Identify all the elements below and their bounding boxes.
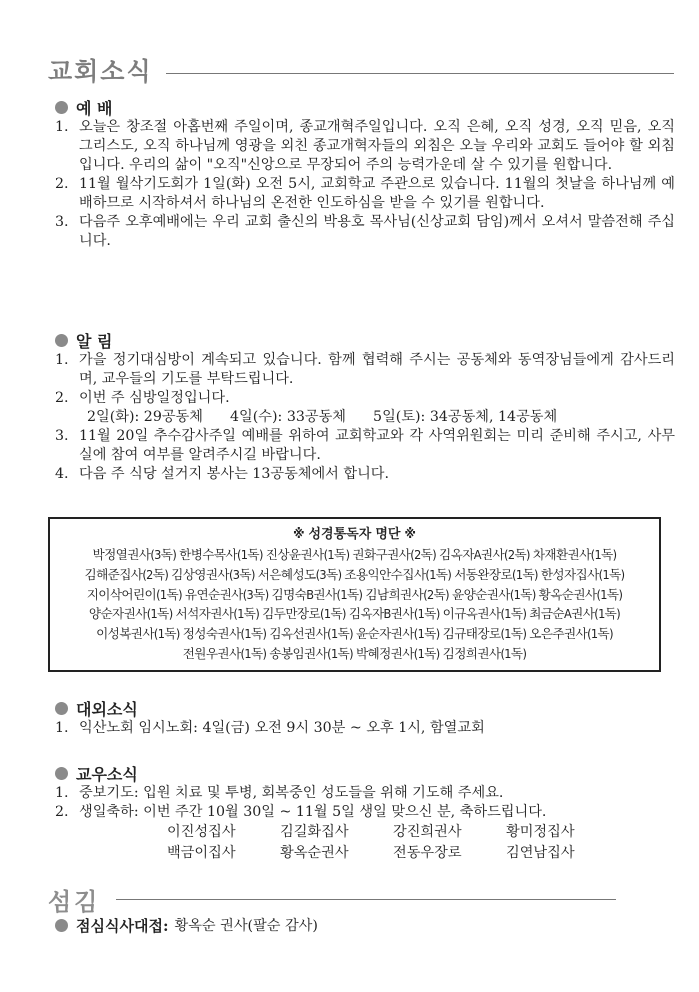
names-row xyxy=(55,843,675,864)
bible-readers-box xyxy=(48,517,661,672)
item-number: 1. xyxy=(55,720,69,736)
item-number: 3. xyxy=(55,428,69,444)
bible-readers-title: ※ 성경통독자 명단 ※ xyxy=(293,527,416,542)
service-label: 점심식사대접: xyxy=(76,916,169,935)
bullet-icon xyxy=(55,767,68,780)
readers-line: 박정열권사(3독) 한병수목사(1독) 진상윤권사(1독) 권화구권사(2독) 김옥자A권사(2독) 차재환권사(1독) xyxy=(92,547,617,562)
item-number: 2. xyxy=(55,804,69,820)
item-text: 중보기도: 입원 치료 및 투병, 회복중인 성도들을 위해 기도해 주세요. xyxy=(79,785,504,801)
members-heading xyxy=(55,762,675,784)
readers-line: 지이삭어린이(1독) 유연순권사(3독) 김명숙B권사(1독) 김남희권사(2독) 윤양순권사(1독) 황옥순권사(1독) xyxy=(86,586,623,602)
member-name: 황옥순권사 xyxy=(280,845,349,861)
list-item xyxy=(55,213,675,251)
list-item xyxy=(55,465,675,484)
bullet-icon xyxy=(55,334,68,347)
list-item xyxy=(55,351,675,389)
item-number: 1. xyxy=(55,352,69,368)
footer-rule xyxy=(116,899,616,900)
external-list xyxy=(55,719,675,738)
bullet-icon xyxy=(55,702,68,715)
list-item xyxy=(55,175,675,213)
list-item xyxy=(55,389,675,408)
member-name: 강진희권사 xyxy=(393,824,462,840)
readers-line: 이성복권사(1독) 정성숙권사(1독) 김옥선권사(1독) 윤순자권사(1독) 김규태장로(1독) 오은주권사(1독) xyxy=(96,626,613,642)
item-text: 11월 20일 추수감사주일 예배를 위하여 교회학교와 각 사역위원회는 미리 준비해 주시고, 사무실에 참여 여부를 알려주시길 바랍니다. xyxy=(79,428,675,463)
member-name: 백금이집사 xyxy=(167,845,236,861)
footer-title: 섬김 xyxy=(48,887,101,916)
list-item xyxy=(55,803,675,822)
external-heading-text: 대외소식 xyxy=(76,699,138,719)
page-title: 교회소식 xyxy=(48,57,153,86)
item-number: 4. xyxy=(55,466,69,482)
readers-line: 김해준집사(2독) 김상영권사(3독) 서은혜성도(3독) 조용익안수집사(1독) 서동완장로(1독) 한성자집사(1독) xyxy=(84,566,625,582)
worship-section xyxy=(55,96,675,251)
notice-heading-text: 알 림 xyxy=(76,331,113,351)
worship-list xyxy=(55,118,675,251)
members-section xyxy=(55,762,675,864)
readers-line: 전원우권사(1독) 송봉임권사(1독) 박혜정권사(1독) 김정희권사(1독) xyxy=(182,645,527,661)
external-heading xyxy=(55,697,675,719)
item-text: 생일축하: 이번 주간 10월 30일 ~ 11월 5일 생일 맞으신 분, 축하드립니다. xyxy=(79,804,547,820)
bullet-icon xyxy=(55,101,68,114)
notice-list-cont xyxy=(55,427,675,484)
header-rule xyxy=(166,73,674,74)
list-item xyxy=(55,784,675,803)
item-text: 다음주 오후예배에는 우리 교회 출신의 박용호 목사님(신상교회 담임)께서 오셔서 말씀전해 주십니다. xyxy=(79,214,675,249)
bullet-icon xyxy=(55,919,68,932)
item-number: 2. xyxy=(55,176,69,192)
external-section xyxy=(55,697,675,738)
item-text: 다음 주 식당 설거지 봉사는 13공동체에서 합니다. xyxy=(79,466,390,482)
service-value: 황옥순 권사(팔순 감사) xyxy=(174,918,318,934)
item-number: 1. xyxy=(55,785,69,801)
footer-header xyxy=(48,882,618,916)
service-section xyxy=(55,914,318,936)
member-name: 전동우장로 xyxy=(393,845,462,861)
list-item xyxy=(55,118,675,175)
visit-schedule: 2일(화): 29공동체 4일(수): 33공동체 5일(토): 34공동체, 14공동체 xyxy=(87,409,558,425)
list-item xyxy=(55,719,675,738)
member-name: 황미정집사 xyxy=(506,824,575,840)
readers-line: 양순자권사(1독) 서석자권사(1독) 김두만장로(1독) 김옥자B권사(1독) 이규옥권사(1독) 최금순A권사(1독) xyxy=(88,606,621,622)
notice-heading xyxy=(55,329,675,351)
notice-list xyxy=(55,351,675,408)
member-name: 이진성집사 xyxy=(167,824,236,840)
members-heading-text: 교우소식 xyxy=(76,764,138,784)
item-number: 3. xyxy=(55,214,69,230)
item-text: 이번 주 심방일정입니다. xyxy=(79,390,230,406)
names-row xyxy=(55,822,675,843)
list-item xyxy=(55,427,675,465)
item-number: 2. xyxy=(55,390,69,406)
header xyxy=(48,52,678,88)
item-text: 오늘은 창조절 아홉번째 주일이며, 종교개혁주일입니다. 오직 은혜, 오직 성경, 오직 믿음, 오직 그리스도, 오직 하나님께 영광을 외친 종교개혁자들의 외침은 오늘 우리와 교회도 들어야 할 외침입니다. 우리의 삶이 "오직"신앙으로 무장되어 주의 능력가운데 살 수 있기를 원합니다. xyxy=(79,119,675,173)
worship-heading xyxy=(55,96,675,118)
member-name: 김길화집사 xyxy=(280,824,349,840)
item-text: 가을 정기대심방이 계속되고 있습니다. 함께 협력해 주시는 공동체와 동역장님들에게 감사드리며, 교우들의 기도를 부탁드립니다. xyxy=(79,352,675,387)
item-text: 익산노회 임시노회: 4일(금) 오전 9시 30분 ~ 오후 1시, 함열교회 xyxy=(79,720,485,736)
member-name: 김연남집사 xyxy=(506,845,575,861)
item-number: 1. xyxy=(55,119,69,135)
birthday-names xyxy=(55,822,675,864)
worship-heading-text: 예 배 xyxy=(76,98,113,118)
service-line xyxy=(55,914,318,936)
item-text: 11월 월삭기도회가 1일(화) 오전 5시, 교회학교 주관으로 있습니다. 11월의 첫날을 하나님께 예배하므로 시작하셔서 하나님의 온전한 인도하심을 받을 수 있기를 원합니다. xyxy=(79,176,675,211)
members-list xyxy=(55,784,675,822)
notice-section xyxy=(55,329,675,484)
